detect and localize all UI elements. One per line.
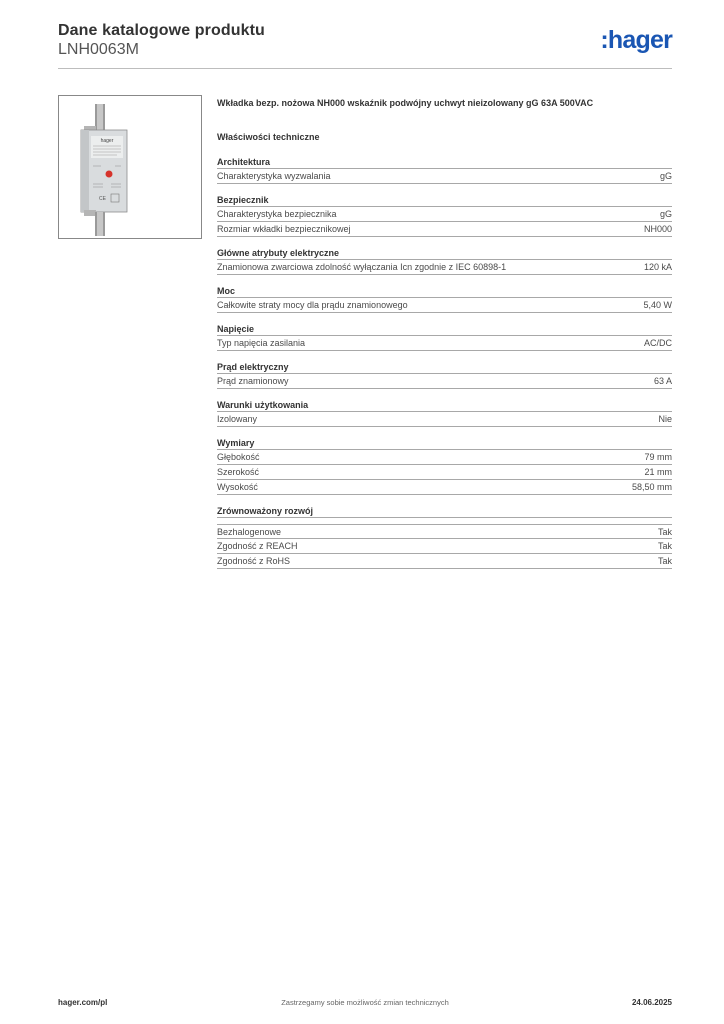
product-details	[217, 96, 672, 569]
property-value: 63 A	[653, 376, 672, 386]
image-brand-text: hager	[100, 138, 114, 144]
section-title: Architektura	[217, 156, 672, 169]
property-label: Bezhalogenowe	[217, 527, 282, 537]
property-row	[217, 480, 672, 495]
fuse-illustration	[59, 96, 201, 238]
product-description: Wkładka bezp. nożowa NH000 wskaźnik podwójny uchwyt nieizolowany gG 63A 500VAC	[217, 98, 594, 108]
property-value: Tak	[657, 541, 672, 551]
property-label: Typ napięcia zasilania	[217, 338, 306, 348]
property-label: Rozmiar wkładki bezpiecznikowej	[217, 224, 351, 234]
property-value: 58,50 mm	[631, 482, 672, 492]
technical-properties-heading: Właściwości techniczne	[217, 132, 320, 142]
properties-list	[217, 156, 672, 569]
property-label: Całkowite straty mocy dla prądu znamionowego	[217, 300, 408, 310]
property-row	[217, 450, 672, 465]
property-label: Izolowany	[217, 414, 258, 424]
property-section	[217, 156, 672, 184]
product-image	[58, 95, 202, 239]
property-section	[217, 285, 672, 313]
property-row	[217, 222, 672, 237]
footer-disclaimer: Zastrzegamy sobie możliwość zmian technicznych	[281, 998, 449, 1007]
page-footer	[58, 998, 672, 1010]
section-title: Prąd elektryczny	[217, 361, 672, 374]
property-value: Tak	[657, 527, 672, 537]
property-label: Głębokość	[217, 452, 260, 462]
property-row	[217, 554, 672, 569]
section-title: Wymiary	[217, 437, 672, 450]
property-label: Znamionowa zwarciowa zdolność wyłączania Icn zgodnie z IEC 60898-1	[217, 262, 507, 272]
section-title: Napięcie	[217, 323, 672, 336]
property-row	[217, 169, 672, 184]
page-header	[58, 22, 672, 70]
property-label: Charakterystyka wyzwalania	[217, 171, 331, 181]
property-section	[217, 399, 672, 427]
property-value: 120 kA	[643, 262, 672, 272]
property-section	[217, 505, 672, 569]
property-label: Wysokość	[217, 482, 258, 492]
section-title: Główne atrybuty elektryczne	[217, 247, 672, 260]
property-label: Prąd znamionowy	[217, 376, 289, 386]
property-section	[217, 323, 672, 351]
hager-logo: :hager	[600, 26, 672, 54]
property-label: Zgodność z REACH	[217, 541, 298, 551]
section-title: Zrównoważony rozwój	[217, 505, 672, 518]
property-value: 21 mm	[644, 467, 672, 477]
property-row	[217, 207, 672, 222]
property-row	[217, 539, 672, 554]
section-title: Bezpiecznik	[217, 194, 672, 207]
property-row	[217, 260, 672, 275]
property-row	[217, 524, 672, 539]
product-code: LNH0063M	[58, 41, 139, 58]
property-value: gG	[659, 209, 672, 219]
property-section	[217, 361, 672, 389]
property-label: Zgodność z RoHS	[217, 556, 291, 566]
property-value: 5,40 W	[643, 300, 672, 310]
footer-date: 24.06.2025	[631, 998, 672, 1007]
property-section	[217, 194, 672, 237]
property-value: 79 mm	[644, 452, 672, 462]
property-label: Charakterystyka bezpiecznika	[217, 209, 337, 219]
property-value: Tak	[657, 556, 672, 566]
property-row	[217, 298, 672, 313]
property-row	[217, 412, 672, 427]
header-divider	[58, 68, 672, 69]
property-label: Szerokość	[217, 467, 260, 477]
property-section	[217, 437, 672, 495]
property-value: Nie	[658, 414, 672, 424]
property-section	[217, 247, 672, 275]
footer-website: hager.com/pl	[58, 998, 108, 1007]
page-title: Dane katalogowe produktu	[58, 22, 265, 39]
section-title: Moc	[217, 285, 672, 298]
indicator-icon	[106, 171, 113, 178]
property-row	[217, 374, 672, 389]
section-title: Warunki użytkowania	[217, 399, 672, 412]
property-value: NH000	[643, 224, 672, 234]
property-row	[217, 465, 672, 480]
ce-mark-icon: CE	[99, 196, 106, 202]
property-row	[217, 336, 672, 351]
property-value: AC/DC	[643, 338, 672, 348]
property-value: gG	[659, 171, 672, 181]
